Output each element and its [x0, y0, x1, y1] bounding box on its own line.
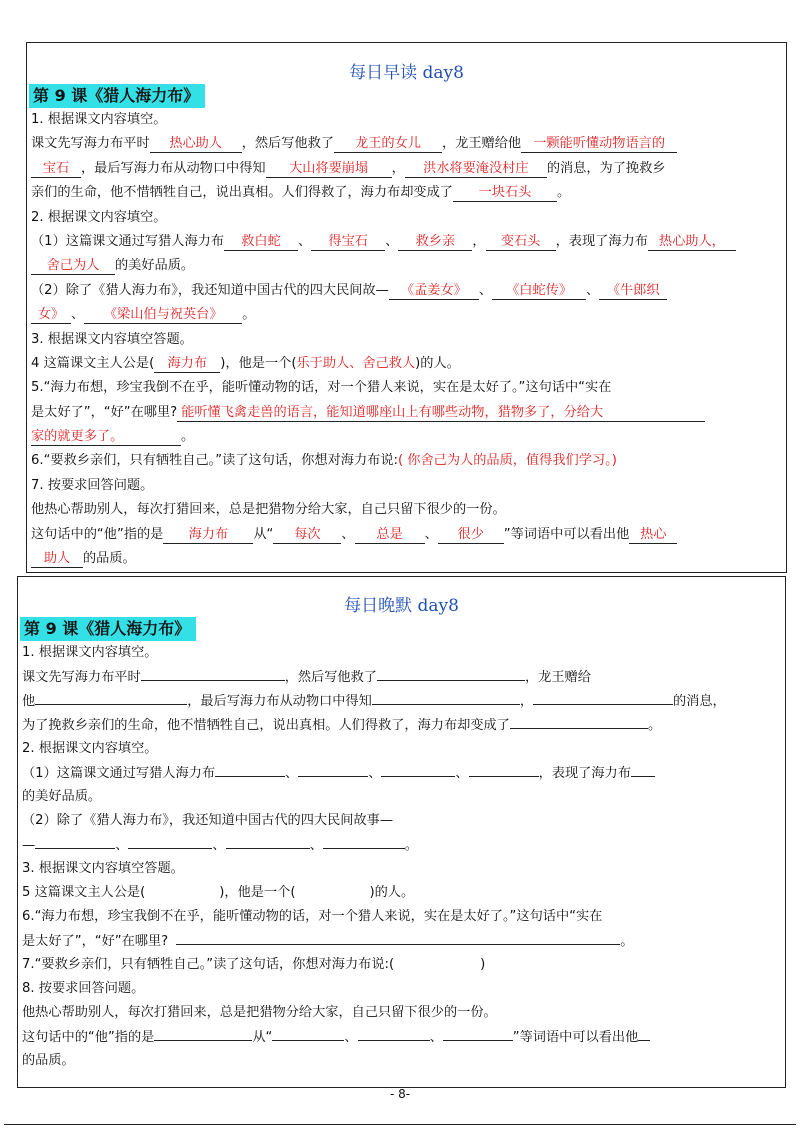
morning-q7-line1: [31, 523, 780, 547]
evening-q4-line: [22, 881, 779, 905]
text: 、: [478, 282, 493, 298]
morning-content: [27, 108, 786, 571]
answer-blank: 变石头: [486, 233, 556, 251]
text: 、: [429, 1030, 443, 1045]
answer-text: ( 你舍己为人的品质，值得我们学习。): [397, 453, 617, 469]
morning-q7-heading: 7. 按要求回答问题。: [31, 477, 154, 493]
answer-blank: 海力布: [154, 355, 220, 373]
answer-blank: 热心助人: [150, 135, 242, 153]
text: )的人。: [369, 885, 415, 900]
answer-blank: 得宝石: [311, 233, 385, 251]
morning-q2-2-line1: [31, 279, 780, 303]
answer-blank: 舍己为人: [31, 257, 115, 275]
text: 、: [212, 838, 226, 853]
answer-blank: 热心助人，: [648, 233, 736, 251]
evening-q1-line3: [22, 713, 779, 737]
fill-blank[interactable]: [298, 761, 368, 777]
evening-q1-heading: 1. 根据课文内容填空。: [22, 645, 158, 660]
fill-blank[interactable]: [358, 1025, 430, 1041]
fill-blank[interactable]: [272, 1025, 344, 1041]
morning-q5-line2: [31, 401, 780, 425]
fill-blank[interactable]: [141, 665, 285, 681]
divider: [4, 1124, 796, 1125]
answer-blank: 助人: [31, 550, 83, 568]
evening-q7-line2: 的品质。: [22, 1053, 75, 1068]
text: 课文先写海力布平时: [22, 670, 141, 685]
text: 课文先写海力布平时: [31, 136, 150, 152]
text: （2）除了《猎人海力布》，我还知道中国古代的四大民间故—: [31, 282, 389, 298]
fill-blank[interactable]: [176, 929, 620, 945]
morning-q1-heading: 1. 根据课文内容填空。: [31, 112, 167, 127]
fill-blank[interactable]: [469, 761, 539, 777]
evening-title: 每日晚默 day8: [344, 596, 459, 616]
fill-blank[interactable]: [226, 833, 310, 849]
text: )，他是一个(: [220, 355, 297, 371]
fill-blank[interactable]: [510, 713, 648, 729]
answer-blank: 救乡亲: [398, 233, 472, 251]
text: 、: [285, 766, 299, 781]
text: 、: [344, 1030, 358, 1045]
morning-q7-text: 他热心帮助别人，每次打猎回来，总是把猎物分给大家，自己只留下很少的一份。: [31, 502, 506, 518]
answer-blank: 总是: [355, 526, 425, 544]
text: （1）这篇课文通过写猎人海力布: [31, 233, 225, 249]
morning-q1-line3: [31, 181, 780, 205]
fill-blank[interactable]: [638, 1025, 650, 1041]
text: 。: [181, 429, 195, 445]
fill-blank[interactable]: [631, 761, 655, 777]
text: 5 这篇课文主人公是(: [22, 885, 146, 900]
text: )，他是一个(: [219, 885, 296, 900]
answer-blank: 热心: [629, 526, 677, 544]
answer-text: 乐于助人、舍己救人: [296, 355, 416, 371]
text: 的品质。: [83, 551, 136, 567]
fill-blank[interactable]: [35, 833, 115, 849]
text: 这句话中的“他”指的是: [31, 526, 164, 542]
answer-blank: 一块石头: [453, 184, 557, 202]
text: 、: [368, 766, 382, 781]
text: 为了挽救乡亲们的生命，他不惜牺牲自己，说出真相。人们得救了，海力布却变成了: [22, 718, 510, 733]
answer-blank: 《梁山伯与祝英台》: [84, 306, 242, 324]
morning-title: 每日早读 day8: [349, 63, 464, 83]
text: ，然后写他救了: [241, 136, 334, 152]
answer-blank: 宝石: [31, 160, 81, 178]
evening-dictation-section: [17, 576, 786, 1088]
text: 。: [620, 934, 634, 949]
evening-q5-line2: [22, 929, 779, 953]
text: ”等词语中可以看出他: [503, 526, 630, 542]
text: 这句话中的“他”指的是: [22, 1030, 155, 1045]
answer-blank: 一颗能听懂动物语言的: [521, 135, 677, 153]
text: 。: [647, 718, 662, 733]
morning-q4-line: [31, 352, 780, 376]
evening-q2-2-line1: （2）除了《猎人海力布》，我还知道中国古代的四大民间故事—: [22, 813, 394, 828]
text: ): [480, 957, 486, 972]
text: ，: [472, 233, 486, 249]
answer-blank: 救白蛇: [224, 233, 298, 251]
evening-q2-1-line1: [22, 761, 779, 785]
fill-blank[interactable]: [35, 689, 187, 705]
answer-blank: 每次: [273, 526, 341, 544]
text: ，最后写海力布从动物口中得知: [81, 160, 266, 176]
evening-q1-line2: [22, 689, 779, 713]
fill-blank[interactable]: [323, 833, 405, 849]
fill-blank[interactable]: [154, 1025, 252, 1041]
morning-q2-2-line2: [31, 303, 780, 327]
text: 、: [115, 838, 129, 853]
text: —: [22, 838, 36, 853]
text: 从“: [253, 526, 274, 542]
evening-lesson-heading: 第 9 课《猎人海力布》: [20, 617, 196, 641]
text: ，然后写他救了: [284, 670, 377, 685]
text: ，龙王赠给: [525, 670, 591, 685]
answer-blank: 《孟姜女》: [389, 282, 479, 300]
answer-blank: 《牛郎织: [599, 282, 667, 300]
text: 7.“要救乡亲们，只有牺牲自己。”读了这句话，你想对海力布说:(: [22, 957, 395, 972]
answer-blank: 家的就更多了。: [31, 428, 181, 446]
text: ，: [391, 160, 405, 176]
answer-blank: 很少: [438, 526, 504, 544]
evening-q6-line: [22, 953, 779, 977]
answer-blank: 能听懂飞禽走兽的语言，能知道哪座山上有哪些动物，猎物多了，分给大: [177, 404, 705, 422]
text: ，龙王赠给他: [442, 136, 522, 152]
text: 、: [586, 282, 600, 298]
text: 是太好了”，“好”在哪里?: [22, 934, 169, 949]
text: )的人。: [415, 355, 460, 371]
fill-blank[interactable]: [533, 689, 673, 705]
page-number: - 8-: [389, 1087, 411, 1101]
evening-q2-1-line2: 的美好品质。: [22, 789, 102, 804]
text: 的美好品质。: [115, 258, 195, 274]
morning-q3-heading: 3. 根据课文内容填空答题。: [31, 331, 193, 347]
text: 、: [424, 526, 438, 542]
text: ，表现了海力布: [538, 766, 631, 781]
answer-blank: 大山将要崩塌: [266, 160, 392, 178]
morning-q5-line3: [31, 425, 780, 449]
fill-blank[interactable]: [215, 761, 285, 777]
answer-blank: 海力布: [163, 526, 253, 544]
morning-q1-line2: [31, 157, 780, 181]
fill-blank[interactable]: [443, 1025, 513, 1041]
morning-q6-line: [31, 449, 780, 473]
fill-blank[interactable]: [372, 689, 520, 705]
text: 。: [404, 838, 418, 853]
text: 6.“要救乡亲们，只有牺牲自己。”读了这句话，你想对海力布说:: [31, 453, 398, 469]
text: 、: [385, 233, 399, 249]
morning-q5-line1: 5.“海力布想，珍宝我倒不在乎，能听懂动物的话，对一个猎人来说，实在是太好了。”这句话中“实在: [31, 380, 612, 396]
text: 是太好了”，“好”在哪里?: [31, 404, 178, 420]
text: 的消息，为了挽救乡: [546, 160, 666, 176]
fill-blank[interactable]: [381, 761, 455, 777]
text: ，: [519, 694, 533, 709]
text: 、: [309, 838, 323, 853]
morning-q2-1-line2: [31, 254, 780, 278]
text: 、: [341, 526, 355, 542]
morning-q7-line2: [31, 547, 780, 571]
answer-blank: 洪水将要淹没村庄: [405, 160, 547, 178]
text: ，最后写海力布从动物口中得知: [187, 694, 372, 709]
answer-blank: 《白蛇传》: [492, 282, 586, 300]
text: ”等词语中可以看出他: [512, 1030, 639, 1045]
answer-blank: 龙王的女儿: [334, 135, 442, 153]
text: 、: [298, 233, 312, 249]
text: 。: [242, 307, 256, 323]
morning-q1-line1: [31, 132, 780, 156]
text: ，表现了海力布: [555, 233, 648, 249]
text: （1）这篇课文通过写猎人海力布: [22, 766, 216, 781]
text: 、: [455, 766, 469, 781]
text: 的消息，: [673, 694, 726, 709]
evening-content: [18, 641, 785, 1073]
answer-blank: 女》: [31, 306, 71, 324]
fill-blank[interactable]: [128, 833, 212, 849]
text: 、: [71, 307, 85, 323]
evening-q7-heading: 8. 按要求回答问题。: [22, 981, 145, 996]
morning-lesson-heading: 第 9 课《猎人海力布》: [29, 84, 205, 108]
text: 从“: [252, 1030, 273, 1045]
text: 。: [557, 185, 571, 201]
text: 4 这篇课文主人公是(: [31, 355, 155, 371]
morning-q2-heading: 2. 根据课文内容填空。: [31, 209, 167, 225]
evening-q3-heading: 3. 根据课文内容填空答题。: [22, 861, 184, 876]
evening-q7-line1: [22, 1025, 779, 1049]
evening-q7-text: 他热心帮助别人，每次打猎回来，总是把猎物分给大家，自己只留下很少的一份。: [22, 1005, 497, 1020]
fill-blank[interactable]: [377, 665, 525, 681]
text: 亲们的生命，他不惜牺牲自己，说出真相。人们得救了，海力布却变成了: [31, 185, 453, 201]
evening-q2-2-line2: [22, 833, 779, 857]
text: 他: [22, 694, 36, 709]
evening-q5-line1: 6.“海力布想，珍宝我倒不在乎，能听懂动物的话，对一个猎人来说，实在是太好了。”这句话中“实在: [22, 909, 603, 924]
morning-q2-1-line1: [31, 230, 780, 254]
evening-q2-heading: 2. 根据课文内容填空。: [22, 741, 158, 756]
evening-q1-line1: [22, 665, 779, 689]
morning-reading-section: [26, 42, 787, 573]
